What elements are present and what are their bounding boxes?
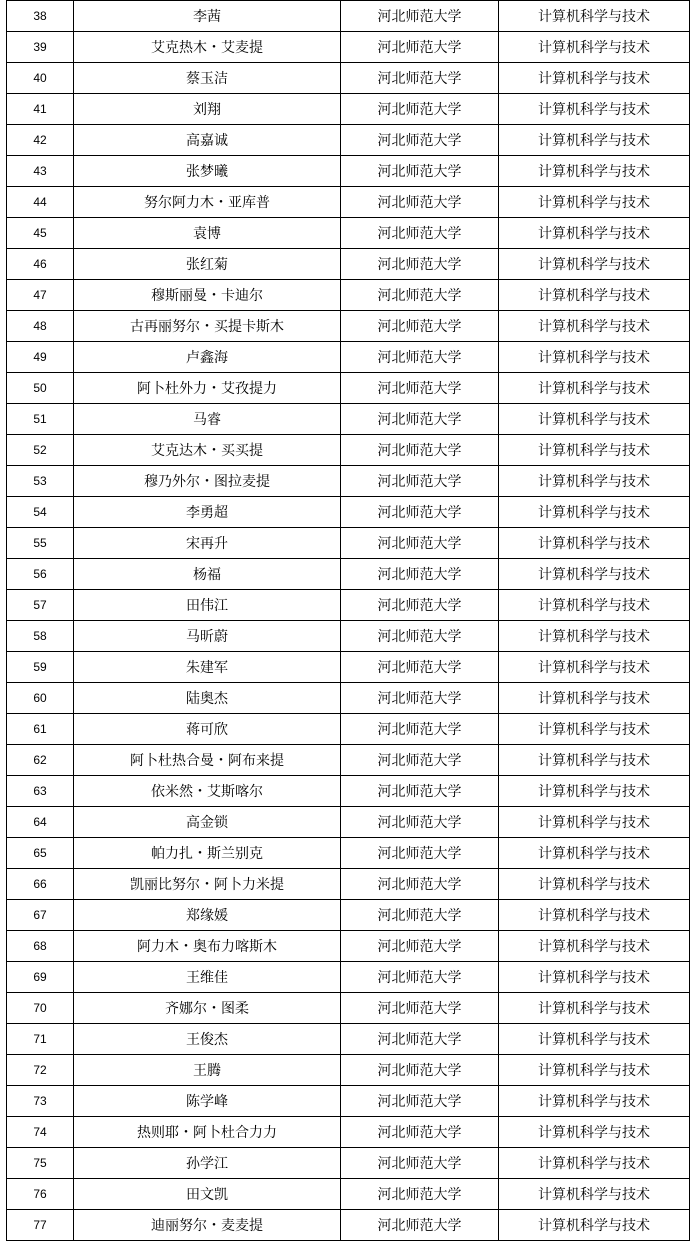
student-name-cell: 卢鑫海 (74, 342, 341, 373)
major-cell: 计算机科学与技术 (499, 869, 690, 900)
row-number-cell: 65 (7, 838, 74, 869)
school-cell: 河北师范大学 (341, 900, 499, 931)
row-number-cell: 69 (7, 962, 74, 993)
row-number-cell: 70 (7, 993, 74, 1024)
table-row (7, 807, 690, 838)
row-number-cell: 49 (7, 342, 74, 373)
student-name-cell: 田文凯 (74, 1179, 341, 1210)
major-cell: 计算机科学与技术 (499, 94, 690, 125)
school-cell: 河北师范大学 (341, 63, 499, 94)
school-cell: 河北师范大学 (341, 1, 499, 32)
row-number-cell: 76 (7, 1179, 74, 1210)
row-number-cell: 74 (7, 1117, 74, 1148)
table-row (7, 249, 690, 280)
row-number-cell: 68 (7, 931, 74, 962)
major-cell: 计算机科学与技术 (499, 1117, 690, 1148)
row-number-cell: 61 (7, 714, 74, 745)
major-cell: 计算机科学与技术 (499, 683, 690, 714)
table-row (7, 869, 690, 900)
student-name-cell: 张梦曦 (74, 156, 341, 187)
student-name-cell: 帕力扎・斯兰别克 (74, 838, 341, 869)
major-cell: 计算机科学与技术 (499, 528, 690, 559)
student-name-cell: 齐娜尔・图柔 (74, 993, 341, 1024)
row-number-cell: 58 (7, 621, 74, 652)
table-row (7, 497, 690, 528)
student-name-cell: 李茜 (74, 1, 341, 32)
major-cell: 计算机科学与技术 (499, 63, 690, 94)
school-cell: 河北师范大学 (341, 807, 499, 838)
school-cell: 河北师范大学 (341, 125, 499, 156)
row-number-cell: 41 (7, 94, 74, 125)
row-number-cell: 52 (7, 435, 74, 466)
row-number-cell: 66 (7, 869, 74, 900)
major-cell: 计算机科学与技术 (499, 373, 690, 404)
school-cell: 河北师范大学 (341, 652, 499, 683)
major-cell: 计算机科学与技术 (499, 435, 690, 466)
table-row (7, 1024, 690, 1055)
major-cell: 计算机科学与技术 (499, 1179, 690, 1210)
row-number-cell: 67 (7, 900, 74, 931)
school-cell: 河北师范大学 (341, 497, 499, 528)
row-number-cell: 62 (7, 745, 74, 776)
student-name-cell: 高金锁 (74, 807, 341, 838)
school-cell: 河北师范大学 (341, 962, 499, 993)
row-number-cell: 51 (7, 404, 74, 435)
student-name-cell: 朱建军 (74, 652, 341, 683)
table-row (7, 652, 690, 683)
student-name-cell: 依米然・艾斯喀尔 (74, 776, 341, 807)
school-cell: 河北师范大学 (341, 1210, 499, 1241)
major-cell: 计算机科学与技术 (499, 652, 690, 683)
table-row (7, 63, 690, 94)
student-name-cell: 陆奥杰 (74, 683, 341, 714)
school-cell: 河北师范大学 (341, 869, 499, 900)
school-cell: 河北师范大学 (341, 745, 499, 776)
major-cell: 计算机科学与技术 (499, 838, 690, 869)
major-cell: 计算机科学与技术 (499, 714, 690, 745)
row-number-cell: 45 (7, 218, 74, 249)
school-cell: 河北师范大学 (341, 528, 499, 559)
table-row (7, 1086, 690, 1117)
table-row (7, 311, 690, 342)
student-name-cell: 阿力木・奥布力喀斯木 (74, 931, 341, 962)
row-number-cell: 55 (7, 528, 74, 559)
school-cell: 河北师范大学 (341, 435, 499, 466)
row-number-cell: 59 (7, 652, 74, 683)
school-cell: 河北师范大学 (341, 466, 499, 497)
school-cell: 河北师范大学 (341, 280, 499, 311)
table-row (7, 993, 690, 1024)
row-number-cell: 77 (7, 1210, 74, 1241)
table-row (7, 931, 690, 962)
major-cell: 计算机科学与技术 (499, 249, 690, 280)
table-row (7, 280, 690, 311)
student-name-cell: 李勇超 (74, 497, 341, 528)
row-number-cell: 43 (7, 156, 74, 187)
table-row (7, 962, 690, 993)
school-cell: 河北师范大学 (341, 683, 499, 714)
row-number-cell: 53 (7, 466, 74, 497)
major-cell: 计算机科学与技术 (499, 590, 690, 621)
student-name-cell: 王俊杰 (74, 1024, 341, 1055)
school-cell: 河北师范大学 (341, 1086, 499, 1117)
school-cell: 河北师范大学 (341, 993, 499, 1024)
major-cell: 计算机科学与技术 (499, 1148, 690, 1179)
table-row (7, 900, 690, 931)
school-cell: 河北师范大学 (341, 621, 499, 652)
major-cell: 计算机科学与技术 (499, 280, 690, 311)
school-cell: 河北师范大学 (341, 931, 499, 962)
major-cell: 计算机科学与技术 (499, 993, 690, 1024)
student-name-cell: 迪丽努尔・麦麦提 (74, 1210, 341, 1241)
table-row (7, 621, 690, 652)
table-row (7, 776, 690, 807)
school-cell: 河北师范大学 (341, 94, 499, 125)
student-name-cell: 马昕蔚 (74, 621, 341, 652)
table-row (7, 528, 690, 559)
table-row (7, 1210, 690, 1241)
school-cell: 河北师范大学 (341, 559, 499, 590)
student-name-cell: 刘翔 (74, 94, 341, 125)
major-cell: 计算机科学与技术 (499, 342, 690, 373)
table-row (7, 683, 690, 714)
student-name-cell: 杨福 (74, 559, 341, 590)
student-name-cell: 阿卜杜热合曼・阿布来提 (74, 745, 341, 776)
major-cell: 计算机科学与技术 (499, 900, 690, 931)
student-name-cell: 穆乃外尔・图拉麦提 (74, 466, 341, 497)
table-row (7, 1148, 690, 1179)
table-row (7, 714, 690, 745)
student-name-cell: 阿卜杜外力・艾孜提力 (74, 373, 341, 404)
table-row (7, 404, 690, 435)
student-name-cell: 艾克热木・艾麦提 (74, 32, 341, 63)
major-cell: 计算机科学与技术 (499, 1210, 690, 1241)
student-name-cell: 努尔阿力木・亚库普 (74, 187, 341, 218)
school-cell: 河北师范大学 (341, 218, 499, 249)
student-name-cell: 凯丽比努尔・阿卜力米提 (74, 869, 341, 900)
table-row (7, 435, 690, 466)
major-cell: 计算机科学与技术 (499, 311, 690, 342)
row-number-cell: 72 (7, 1055, 74, 1086)
table-row (7, 1179, 690, 1210)
student-name-cell: 蔡玉洁 (74, 63, 341, 94)
student-name-cell: 田伟江 (74, 590, 341, 621)
school-cell: 河北师范大学 (341, 249, 499, 280)
row-number-cell: 60 (7, 683, 74, 714)
student-name-cell: 张红菊 (74, 249, 341, 280)
table-row (7, 218, 690, 249)
student-name-cell: 蒋可欣 (74, 714, 341, 745)
row-number-cell: 48 (7, 311, 74, 342)
row-number-cell: 38 (7, 1, 74, 32)
student-name-cell: 古再丽努尔・买提卡斯木 (74, 311, 341, 342)
school-cell: 河北师范大学 (341, 1179, 499, 1210)
school-cell: 河北师范大学 (341, 1024, 499, 1055)
major-cell: 计算机科学与技术 (499, 466, 690, 497)
major-cell: 计算机科学与技术 (499, 125, 690, 156)
school-cell: 河北师范大学 (341, 714, 499, 745)
table-row (7, 745, 690, 776)
school-cell: 河北师范大学 (341, 1055, 499, 1086)
major-cell: 计算机科学与技术 (499, 807, 690, 838)
table-body (7, 1, 690, 1241)
row-number-cell: 63 (7, 776, 74, 807)
student-name-cell: 穆斯丽曼・卡迪尔 (74, 280, 341, 311)
school-cell: 河北师范大学 (341, 404, 499, 435)
major-cell: 计算机科学与技术 (499, 621, 690, 652)
table-row (7, 559, 690, 590)
row-number-cell: 75 (7, 1148, 74, 1179)
major-cell: 计算机科学与技术 (499, 1024, 690, 1055)
major-cell: 计算机科学与技术 (499, 776, 690, 807)
major-cell: 计算机科学与技术 (499, 1086, 690, 1117)
major-cell: 计算机科学与技术 (499, 156, 690, 187)
major-cell: 计算机科学与技术 (499, 32, 690, 63)
table-row (7, 342, 690, 373)
table-row (7, 1117, 690, 1148)
row-number-cell: 40 (7, 63, 74, 94)
row-number-cell: 46 (7, 249, 74, 280)
major-cell: 计算机科学与技术 (499, 962, 690, 993)
major-cell: 计算机科学与技术 (499, 497, 690, 528)
table-row (7, 187, 690, 218)
major-cell: 计算机科学与技术 (499, 1, 690, 32)
student-name-cell: 孙学江 (74, 1148, 341, 1179)
student-list-table (6, 0, 690, 1241)
table-row (7, 94, 690, 125)
table-row (7, 1055, 690, 1086)
table-row (7, 373, 690, 404)
row-number-cell: 47 (7, 280, 74, 311)
major-cell: 计算机科学与技术 (499, 1055, 690, 1086)
row-number-cell: 50 (7, 373, 74, 404)
row-number-cell: 44 (7, 187, 74, 218)
student-name-cell: 宋再升 (74, 528, 341, 559)
major-cell: 计算机科学与技术 (499, 559, 690, 590)
school-cell: 河北师范大学 (341, 776, 499, 807)
table-row (7, 838, 690, 869)
student-name-cell: 王腾 (74, 1055, 341, 1086)
row-number-cell: 64 (7, 807, 74, 838)
row-number-cell: 57 (7, 590, 74, 621)
student-name-cell: 袁博 (74, 218, 341, 249)
row-number-cell: 71 (7, 1024, 74, 1055)
school-cell: 河北师范大学 (341, 311, 499, 342)
row-number-cell: 39 (7, 32, 74, 63)
school-cell: 河北师范大学 (341, 1117, 499, 1148)
student-name-cell: 陈学峰 (74, 1086, 341, 1117)
school-cell: 河北师范大学 (341, 1148, 499, 1179)
major-cell: 计算机科学与技术 (499, 404, 690, 435)
table-row (7, 590, 690, 621)
major-cell: 计算机科学与技术 (499, 187, 690, 218)
school-cell: 河北师范大学 (341, 156, 499, 187)
row-number-cell: 54 (7, 497, 74, 528)
school-cell: 河北师范大学 (341, 342, 499, 373)
major-cell: 计算机科学与技术 (499, 931, 690, 962)
table-row (7, 466, 690, 497)
major-cell: 计算机科学与技术 (499, 218, 690, 249)
school-cell: 河北师范大学 (341, 590, 499, 621)
row-number-cell: 56 (7, 559, 74, 590)
table-row (7, 125, 690, 156)
school-cell: 河北师范大学 (341, 838, 499, 869)
school-cell: 河北师范大学 (341, 32, 499, 63)
row-number-cell: 42 (7, 125, 74, 156)
table-row (7, 156, 690, 187)
student-name-cell: 艾克达木・买买提 (74, 435, 341, 466)
student-name-cell: 马睿 (74, 404, 341, 435)
table-row (7, 32, 690, 63)
major-cell: 计算机科学与技术 (499, 745, 690, 776)
school-cell: 河北师范大学 (341, 373, 499, 404)
student-name-cell: 王维佳 (74, 962, 341, 993)
table-row (7, 1, 690, 32)
row-number-cell: 73 (7, 1086, 74, 1117)
student-name-cell: 高嘉诚 (74, 125, 341, 156)
school-cell: 河北师范大学 (341, 187, 499, 218)
student-name-cell: 郑缘媛 (74, 900, 341, 931)
student-name-cell: 热则耶・阿卜杜合力力 (74, 1117, 341, 1148)
